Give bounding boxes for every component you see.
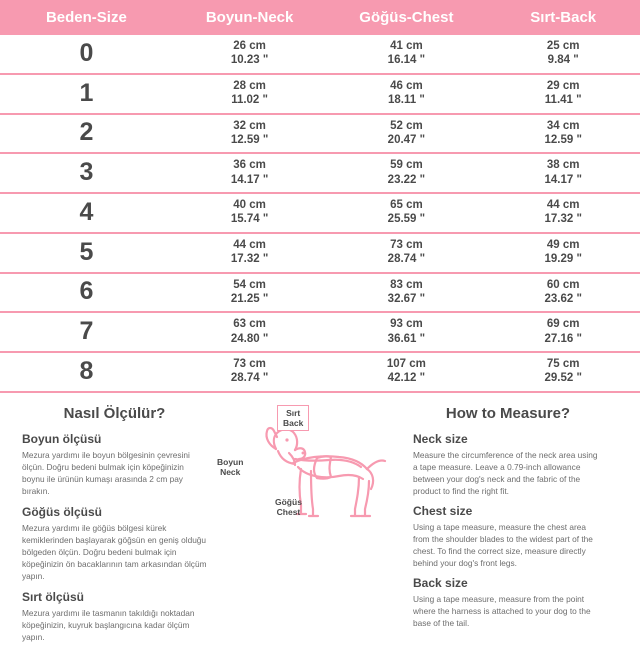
cell-neck-inch: 24.80 " <box>230 332 269 345</box>
text-gogus-olcusu: Mezura yardımı ile göğüs bölgesi kürek kemiklerinden başlayarak göğsün en geniş olduğu bölgeden ölçün. Doğru bedeni bulmak için köpeğinizin ön bacaklarının tam arkasından ölçüm yapın. <box>22 522 207 581</box>
cell-chest <box>326 153 486 193</box>
heading-back-size: Back size <box>413 575 468 590</box>
cell-neck <box>173 35 327 74</box>
cell-back <box>486 233 640 273</box>
cell-size: 2 <box>79 118 94 147</box>
cell-back-cm: 38 cm <box>546 159 580 172</box>
cell-back <box>486 273 640 313</box>
table-row <box>0 114 640 154</box>
cell-neck-cm: 73 cm <box>233 358 266 370</box>
dog-diagram-wrap <box>215 405 405 535</box>
cell-neck-cm: 26 cm <box>233 40 266 52</box>
cell-back-inch: 11.41 " <box>544 94 582 107</box>
instructions-grid <box>22 403 618 650</box>
column-header-back: Sırt-Back <box>486 0 640 35</box>
heading-chest-size: Chest size <box>413 503 473 518</box>
label-chest-en: Chest <box>276 506 301 517</box>
cell-chest-inch: 25.59 " <box>387 213 426 226</box>
cell-neck-cm: 36 cm <box>233 159 266 172</box>
column-header-chest: Göğüs-Chest <box>326 0 486 35</box>
cell-neck-cm: 28 cm <box>233 79 266 92</box>
cell-back-inch: 23.62 " <box>544 292 582 305</box>
cell-chest-inch: 16.14 " <box>387 54 426 67</box>
instructions-english-title: How to Measure? <box>445 404 571 422</box>
table-row <box>0 233 640 273</box>
cell-size: 4 <box>79 197 94 226</box>
cell-back <box>486 114 640 154</box>
label-chest-tr: Göğüs <box>275 496 302 507</box>
cell-back-inch: 17.32 " <box>544 213 582 226</box>
table-row <box>0 312 640 352</box>
table-row <box>0 193 640 233</box>
cell-size: 5 <box>79 237 94 266</box>
instructions-turkish-title: Nasıl Ölçülür? <box>63 404 166 422</box>
cell-chest-cm: 65 cm <box>390 199 423 211</box>
cell-chest <box>326 193 486 233</box>
dog-diagram <box>215 403 405 650</box>
heading-boyun-olcusu: Boyun ölçüsü <box>22 431 102 446</box>
cell-neck <box>173 273 327 313</box>
cell-size: 6 <box>79 277 94 306</box>
cell-neck-inch: 17.32 " <box>230 253 269 266</box>
text-sirt-olcusu: Mezura yardımı ile tasmanın takıldığı noktadan köpeğinizin, kuyruk başlangıcına kadar ölçüm yapın. <box>22 607 195 642</box>
cell-chest-inch: 23.22 " <box>387 173 426 186</box>
cell-chest <box>326 312 486 352</box>
instructions-english <box>413 403 603 650</box>
cell-neck-inch: 21.25 " <box>230 292 269 305</box>
cell-chest-cm: 46 cm <box>390 79 423 92</box>
cell-neck <box>173 312 327 352</box>
cell-back-cm: 44 cm <box>546 199 580 211</box>
cell-back-inch: 29.52 " <box>544 372 582 385</box>
label-neck-en: Neck <box>220 466 241 477</box>
cell-neck-cm: 40 cm <box>233 199 266 211</box>
cell-neck <box>173 114 327 154</box>
table-header <box>0 0 640 35</box>
instructions-section <box>0 393 640 650</box>
label-neck-tr: Boyun <box>217 456 244 467</box>
cell-back-inch: 14.17 " <box>544 173 582 186</box>
column-header-neck: Boyun-Neck <box>173 0 327 35</box>
cell-chest <box>326 352 486 392</box>
cell-back-cm: 25 cm <box>546 40 580 52</box>
cell-back-cm: 34 cm <box>546 119 580 132</box>
cell-chest <box>326 35 486 74</box>
cell-neck-cm: 44 cm <box>233 238 266 251</box>
cell-size: 7 <box>79 317 94 346</box>
cell-size: 3 <box>79 158 94 187</box>
text-boyun-olcusu: Mezura yardımı ile boyun bölgesinin çevresini ölçün. Doğru bedeni bulmak için köpeğinizin boynu ile ürünün kumaşı arasında 2 cm pay bırakın. <box>22 449 190 496</box>
cell-back-cm: 69 cm <box>546 318 580 331</box>
heading-neck-size: Neck size <box>413 431 468 446</box>
cell-neck-inch: 12.59 " <box>230 133 269 146</box>
cell-neck <box>173 74 327 114</box>
cell-back-inch: 27.16 " <box>544 332 582 345</box>
label-back-tr: Sırt <box>286 407 301 418</box>
heading-gogus-olcusu: Göğüs ölçüsü <box>22 504 103 519</box>
cell-back-inch: 12.59 " <box>544 133 582 146</box>
table-row <box>0 273 640 313</box>
text-neck-size: Measure the circumference of the neck area using a tape measure. Leave a 0.79-inch allowance between your dog's neck and the fabric of the product to find the right fit. <box>413 449 598 496</box>
cell-neck-cm: 54 cm <box>233 278 266 291</box>
text-back-size: Using a tape measure, measure from the point where the harness is attached to your dog to the base of the tail. <box>413 593 591 628</box>
column-header-size: Beden-Size <box>0 0 173 35</box>
cell-back-inch: 9.84 " <box>547 54 579 67</box>
cell-back <box>486 35 640 74</box>
cell-neck-inch: 15.74 " <box>230 213 269 226</box>
cell-chest <box>326 233 486 273</box>
heading-sirt-olcusu: Sırt ölçüsü <box>22 589 85 604</box>
cell-back-cm: 60 cm <box>546 278 580 291</box>
cell-chest-inch: 20.47 " <box>387 133 426 146</box>
cell-size: 8 <box>79 356 94 385</box>
cell-chest-cm: 73 cm <box>390 238 423 251</box>
cell-back-inch: 19.29 " <box>544 253 582 266</box>
cell-neck-cm: 32 cm <box>233 119 266 132</box>
cell-neck-inch: 11.02 " <box>231 94 268 107</box>
cell-chest-inch: 42.12 " <box>387 372 426 385</box>
cell-back-cm: 29 cm <box>546 79 580 92</box>
cell-chest <box>326 114 486 154</box>
cell-chest-inch: 36.61 " <box>387 332 426 345</box>
cell-neck-cm: 63 cm <box>233 318 266 331</box>
cell-back <box>486 352 640 392</box>
cell-chest-cm: 41 cm <box>390 40 423 52</box>
cell-neck-inch: 28.74 " <box>230 372 269 385</box>
cell-back <box>486 312 640 352</box>
cell-chest-inch: 28.74 " <box>387 253 426 266</box>
label-neck <box>217 457 243 477</box>
cell-chest-inch: 32.67 " <box>387 292 426 305</box>
table-row <box>0 74 640 114</box>
cell-back-cm: 75 cm <box>546 358 580 370</box>
cell-chest <box>326 74 486 114</box>
cell-neck <box>173 352 327 392</box>
label-chest <box>275 497 302 517</box>
cell-chest <box>326 273 486 313</box>
cell-size: 1 <box>79 78 94 107</box>
label-back <box>277 405 309 431</box>
cell-neck <box>173 233 327 273</box>
cell-chest-cm: 83 cm <box>390 278 423 291</box>
table-row <box>0 352 640 392</box>
table-header-row <box>0 0 640 35</box>
cell-neck-inch: 14.17 " <box>230 173 269 186</box>
instructions-turkish <box>22 403 207 650</box>
cell-neck <box>173 153 327 193</box>
table-row <box>0 153 640 193</box>
cell-chest-cm: 107 cm <box>386 358 426 370</box>
cell-back-cm: 49 cm <box>546 238 580 251</box>
text-chest-size: Using a tape measure, measure the chest area from the shoulder blades to the widest part of the chest. To find the correct size, measure directly behind your dog's front legs. <box>413 521 593 568</box>
cell-chest-cm: 52 cm <box>390 119 423 132</box>
cell-back <box>486 153 640 193</box>
label-back-en: Back <box>283 417 304 428</box>
cell-neck <box>173 193 327 233</box>
cell-neck-inch: 10.23 " <box>230 54 269 67</box>
cell-chest-cm: 59 cm <box>390 159 423 172</box>
cell-back <box>486 74 640 114</box>
table-row <box>0 35 640 74</box>
cell-size: 0 <box>79 38 94 67</box>
dog-illustration-icon <box>243 419 393 529</box>
table-body <box>0 35 640 392</box>
cell-back <box>486 193 640 233</box>
cell-chest-inch: 18.11 " <box>387 94 425 107</box>
cell-chest-cm: 93 cm <box>390 318 423 331</box>
